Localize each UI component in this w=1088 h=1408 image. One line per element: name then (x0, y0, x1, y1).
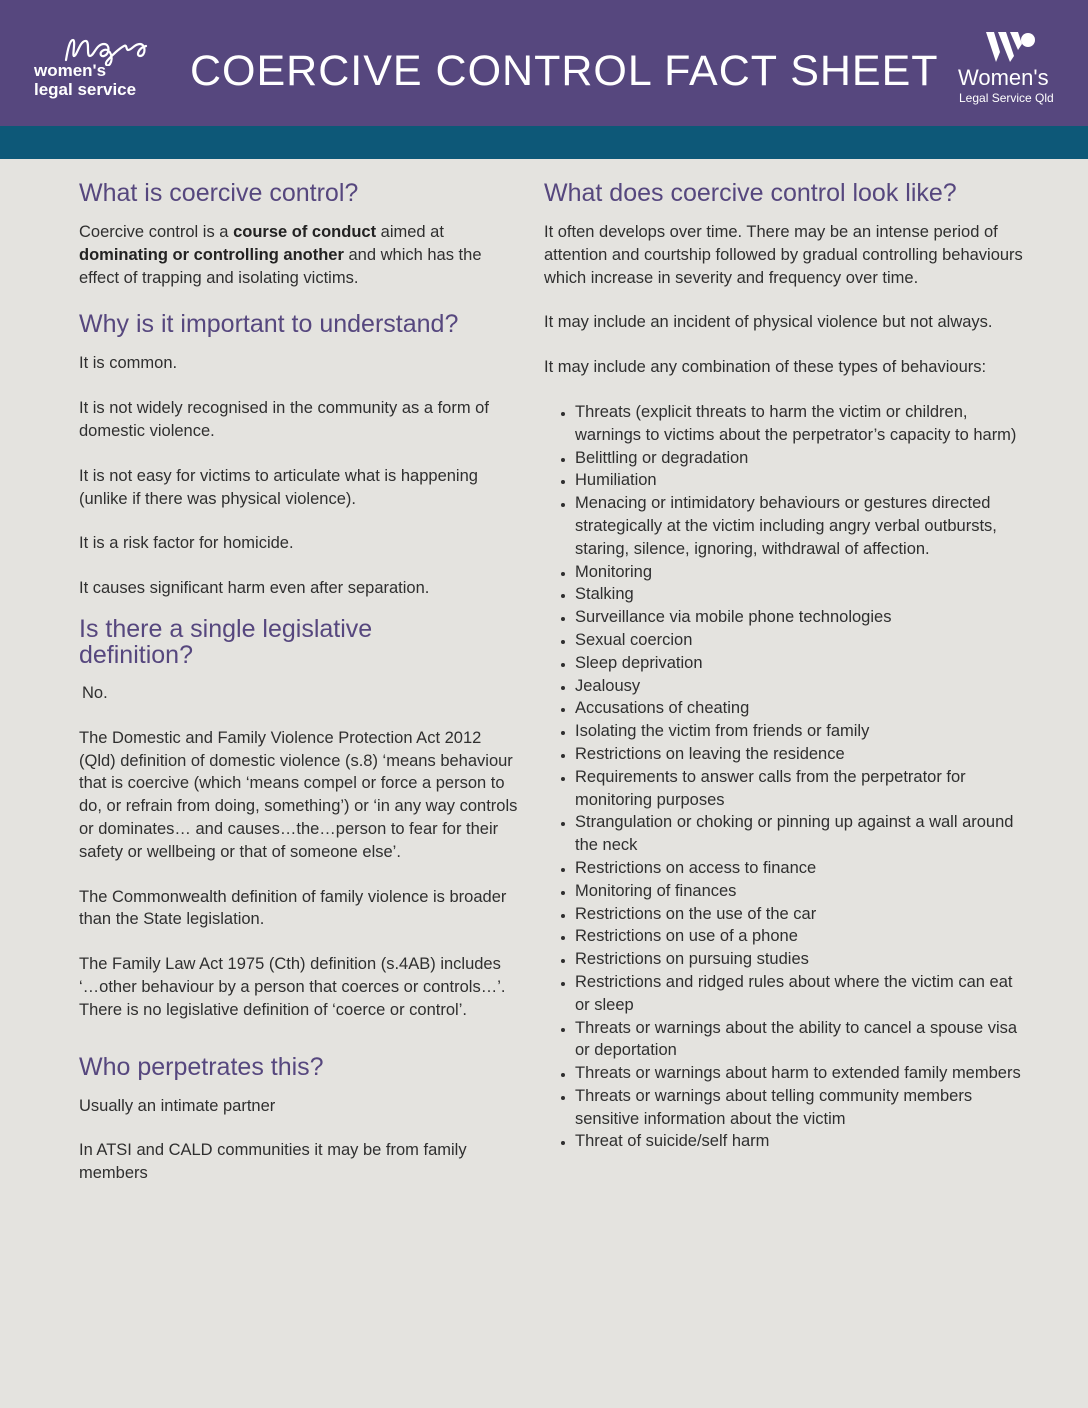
list-item: • Threats or warnings about harm to extended family members (575, 1062, 1030, 1085)
what-paragraph (79, 221, 519, 289)
list-item: • Restrictions on use of a phone (575, 925, 1030, 948)
list-item: • Restrictions on pursuing studies (575, 948, 1030, 971)
legislative-paragraph-2: The Domestic and Family Violence Protection Act 2012 (Qld) definition of domestic violence (s.8) ‘means behaviour that is coercive (which ‘means compel or force a person to do, or refrain from doing, something’) or ‘in any way controls or dominates… and causes…the…person to fear for their safety or wellbeing or that of someone else’. (79, 728, 518, 861)
list-item: • Jealousy (575, 675, 1030, 698)
list-item: • Threat of suicide/self harm (575, 1130, 1030, 1153)
nqr-womens-legal-service-logo (34, 34, 164, 104)
list-item: • Monitoring of finances (575, 880, 1030, 903)
logo-right-line1: Women's (958, 65, 1049, 90)
list-item: • Surveillance via mobile phone technologies (575, 606, 1030, 629)
what-text-1: Coercive control is a (79, 223, 234, 241)
list-item: • Humiliation (575, 469, 1030, 492)
why-paragraph-5: It causes significant harm even after separation. (79, 579, 430, 598)
look-like-paragraph-3: It may include any combination of these types of behaviours: (544, 358, 987, 377)
womens-legal-service-qld-logo (954, 30, 1066, 110)
what-text-3: and which has the effect of trapping and isolating victims. (79, 245, 482, 287)
heading-legislative-definition: Is there a single legislative definition? (79, 614, 373, 669)
list-item: • Restrictions on the use of the car (575, 903, 1030, 926)
heading-what-does-it-look-like: What does coercive control look like? (544, 179, 957, 207)
why-paragraph-1: It is common. (79, 354, 178, 373)
why-paragraph-2: It is not widely recognised in the community as a form of domestic violence. (79, 399, 489, 440)
heading-who-perpetrates: Who perpetrates this? (79, 1052, 324, 1081)
list-item: • Restrictions and ridged rules about where the victim can eat or sleep (575, 971, 1030, 1017)
list-item: • Strangulation or choking or pinning up against a wall around the neck (575, 811, 1030, 857)
look-like-paragraph-1: It often develops over time. There may be an intense period of attention and courtship followed by gradual controlling behaviours which increase in severity and frequency over time. (544, 223, 1023, 287)
legislative-paragraph-3: The Commonwealth definition of family violence is broader than the State legislation. (79, 887, 507, 929)
list-item: • Threats or warnings about the ability to cancel a spouse visa or deportation (575, 1017, 1030, 1063)
list-item: • Restrictions on leaving the residence (575, 743, 1030, 766)
logo-left-line2: legal service (34, 80, 137, 99)
list-item: • Requirements to answer calls from the perpetrator for monitoring purposes (575, 766, 1030, 812)
who-paragraph-1: Usually an intimate partner (79, 1096, 276, 1115)
left-column (79, 180, 519, 1185)
list-item: • Belittling or degradation (575, 447, 1030, 470)
why-paragraph-4: It is a risk factor for homicide. (79, 534, 294, 553)
logo-left-line1: women's (34, 61, 107, 80)
what-text-2: aimed at (376, 223, 444, 241)
who-paragraph-2: In ATSI and CALD communities it may be from family members (79, 1141, 467, 1183)
why-paragraph-3: It is not easy for victims to articulate what is happening (unlike if there was physical violence). (79, 466, 478, 508)
legislative-paragraph-4: The Family Law Act 1975 (Cth) definition (s.4AB) includes ‘…other behaviour by a person that coerces or controls…’. There is no legislative definition of ‘coerce or control’. (79, 955, 506, 1019)
page-title: COERCIVE CONTROL FACT SHEET (190, 47, 939, 95)
list-item: • Threats (explicit threats to harm the victim or children, warnings to victims about the perpetrator’s capacity to harm) (575, 401, 1030, 447)
w-mark-logo-icon (984, 30, 1036, 64)
behaviours-list (544, 401, 1030, 1153)
list-item: • Menacing or intimidatory behaviours or gestures directed strategically at the victim including angry verbal outbursts, staring, silence, ignoring, withdrawal of affection. (575, 492, 1030, 560)
list-item: • Threats or warnings about telling community members sensitive information about the victim (575, 1085, 1030, 1131)
list-item: • Monitoring (575, 561, 1030, 584)
list-item: • Stalking (575, 583, 1030, 606)
legislative-paragraph-1: No. (82, 683, 108, 702)
list-item: • Sleep deprivation (575, 652, 1030, 675)
what-bold-1: course of conduct (233, 223, 377, 241)
heading-why-important: Why is it important to understand? (79, 310, 459, 339)
list-item: • Isolating the victim from friends or family (575, 720, 1030, 743)
list-item: • Restrictions on access to finance (575, 857, 1030, 880)
logo-right-line2: Legal Service Qld (959, 91, 1054, 105)
heading-what-is-coercive-control: What is coercive control? (79, 179, 359, 207)
list-item: • Sexual coercion (575, 629, 1030, 652)
look-like-paragraph-2: It may include an incident of physical violence but not always. (544, 313, 993, 332)
right-column (544, 180, 1030, 1153)
what-bold-2: dominating or controlling another (79, 245, 344, 264)
list-item: • Accusations of cheating (575, 697, 1030, 720)
header-accent-band (0, 126, 1088, 159)
